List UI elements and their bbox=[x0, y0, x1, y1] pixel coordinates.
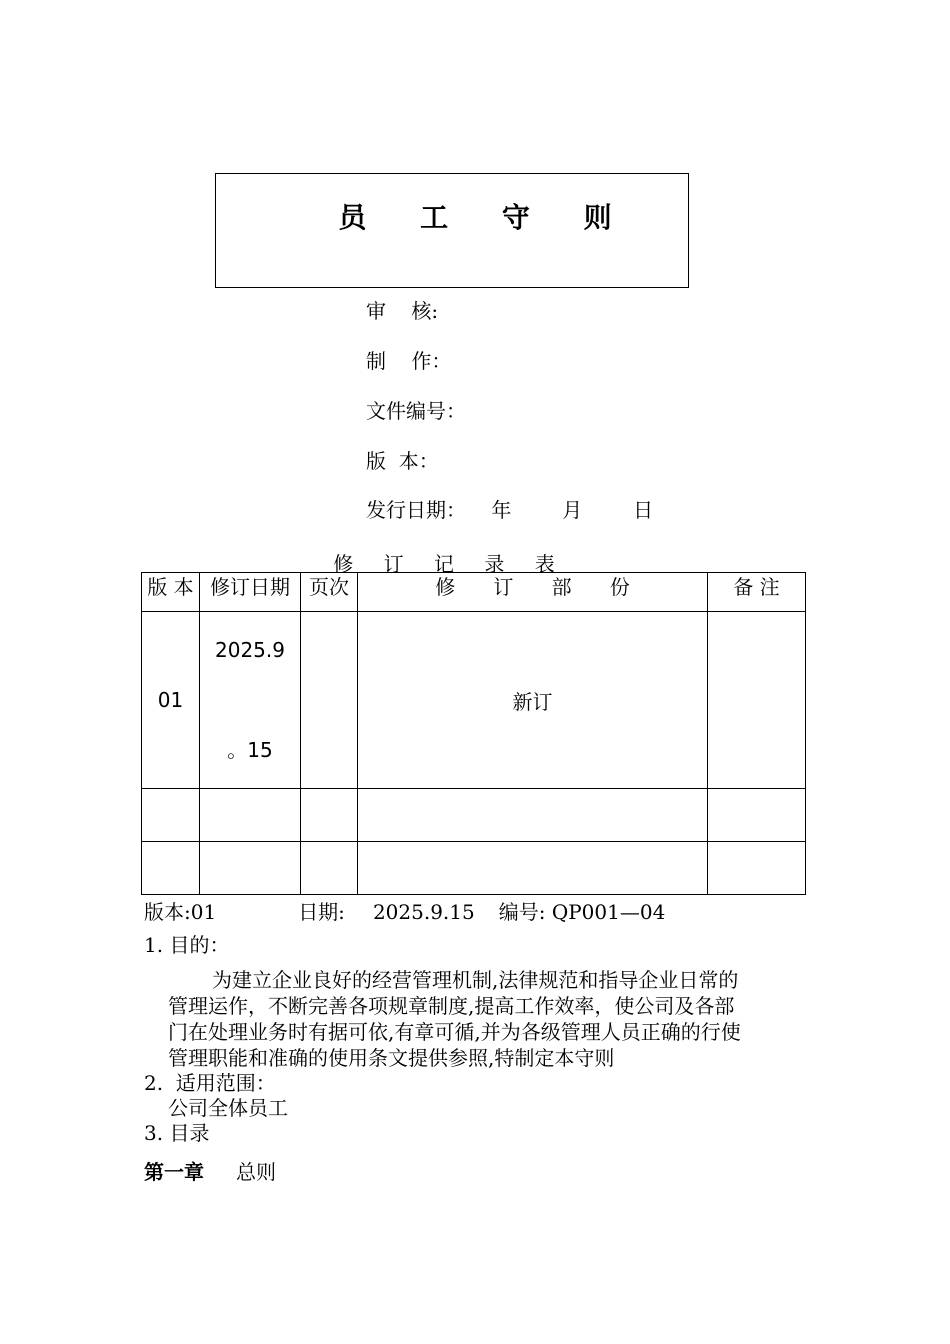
table-row bbox=[142, 612, 806, 789]
footer-date-label: 日期: bbox=[298, 900, 345, 924]
chapter-heading bbox=[144, 1156, 276, 1185]
issue-date-field: 发行日期： 年 月 日 bbox=[366, 498, 654, 522]
purpose-line-3: 门在处理业务时有据可依,有章可循,并为各级管理人员正确的行使 bbox=[168, 1020, 741, 1044]
header-pages: 页次 bbox=[301, 573, 358, 612]
reviewer-field: 审 核: bbox=[366, 299, 439, 323]
header-revision-date: 修订日期 bbox=[200, 573, 301, 612]
footer-date: 2025.9.15 bbox=[372, 900, 475, 924]
cell-content bbox=[358, 842, 708, 895]
toc-heading: 3. 目录 bbox=[144, 1121, 210, 1145]
cell-pages bbox=[301, 789, 358, 842]
purpose-line-2: 管理运作，不断完善各项规章制度,提高工作效率，使公司及各部 bbox=[168, 994, 735, 1018]
chapter-label: 第一章 bbox=[144, 1160, 204, 1184]
footer-version: 版本:01 bbox=[144, 900, 217, 924]
cell-date-line2: 。15 bbox=[227, 738, 273, 762]
cell-date bbox=[200, 612, 301, 789]
cell-date-line1: 2025.9 bbox=[215, 638, 285, 662]
cell-date bbox=[200, 789, 301, 842]
cell-note bbox=[708, 789, 806, 842]
table-row bbox=[142, 789, 806, 842]
cell-version: 01 bbox=[142, 612, 200, 789]
maker-field: 制 作： bbox=[366, 349, 452, 373]
purpose-heading: 1. 目的： bbox=[144, 933, 230, 957]
cell-pages bbox=[301, 842, 358, 895]
table-header-row bbox=[142, 573, 806, 612]
header-version: 版 本 bbox=[142, 573, 200, 612]
footer-line bbox=[144, 896, 665, 925]
table-row bbox=[142, 842, 806, 895]
revision-table bbox=[141, 572, 806, 895]
version-field: 版 本： bbox=[366, 449, 439, 473]
document-title: 员 工 守 则 bbox=[338, 201, 634, 234]
purpose-line-1: 为建立企业良好的经营管理机制,法律规范和指导企业日常的 bbox=[212, 968, 739, 992]
cell-version bbox=[142, 789, 200, 842]
footer-code: 编号: QP001—04 bbox=[498, 900, 666, 924]
header-revision-section: 修 订 部 份 bbox=[358, 573, 708, 612]
cell-note bbox=[708, 612, 806, 789]
cell-version bbox=[142, 842, 200, 895]
cell-pages bbox=[301, 612, 358, 789]
scope-heading: 2. 适用范围： bbox=[144, 1071, 276, 1095]
cell-date bbox=[200, 842, 301, 895]
revision-table-caption: 修 订 记 录 表 bbox=[333, 552, 567, 576]
cell-content bbox=[358, 789, 708, 842]
cell-content: 新订 bbox=[358, 612, 708, 789]
chapter-title: 总则 bbox=[236, 1160, 276, 1184]
doc-number-field: 文件编号： bbox=[366, 399, 466, 423]
header-remarks: 备 注 bbox=[708, 573, 806, 612]
cell-note bbox=[708, 842, 806, 895]
purpose-line-4: 管理职能和准确的使用条文提供参照,特制定本守则 bbox=[168, 1046, 615, 1070]
scope-text: 公司全体员工 bbox=[168, 1096, 288, 1120]
